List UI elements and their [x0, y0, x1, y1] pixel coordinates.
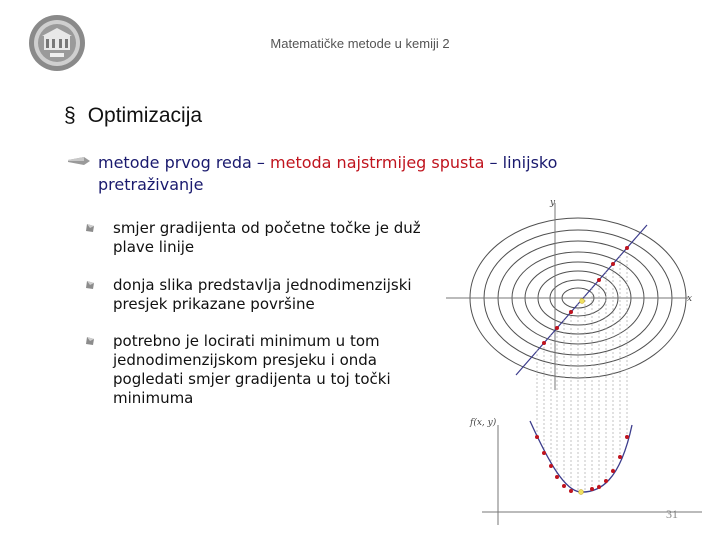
presentation-title: Matematičke metode u kemiji 2 — [270, 36, 450, 51]
section-heading — [64, 104, 202, 128]
profile-minimum-point — [579, 490, 584, 495]
projection-lines — [537, 248, 627, 492]
steepest-descent-figure — [440, 185, 720, 540]
sub-point-2: donja slika predstavlja jednodimenzijski presjek prikazane površine — [113, 276, 412, 313]
contour-x-label: x — [687, 294, 693, 304]
main-point-part1: metode prvog reda – — [98, 153, 271, 172]
profile-points — [535, 435, 629, 493]
pen-bullet-icon — [68, 155, 90, 167]
contour-minimum-point — [580, 299, 585, 304]
sub-bullet-icon — [85, 280, 95, 290]
section-title: Optimizacija — [87, 104, 203, 127]
page-number: 31 — [666, 507, 678, 521]
profile-curve — [530, 421, 632, 492]
sub-point-1: smjer gradijenta od početne točke je duž plave linije — [113, 219, 421, 256]
main-point-part3: – linijsko pretraživanje — [98, 153, 558, 194]
sub-bullet-icon — [85, 223, 95, 233]
sub-point-3: potrebno je locirati minimum u tom jednodimenzijskom presjeku i onda pogledati smjer gradijenta u toj točki minimuma — [113, 332, 391, 407]
main-point-highlight: metoda najstrmijeg spusta — [270, 153, 485, 172]
sub-bullet-icon — [85, 336, 95, 346]
section-bullet: § — [64, 104, 76, 127]
profile-label: f(x, y) — [470, 418, 497, 428]
contour-y-label: y — [550, 198, 556, 208]
